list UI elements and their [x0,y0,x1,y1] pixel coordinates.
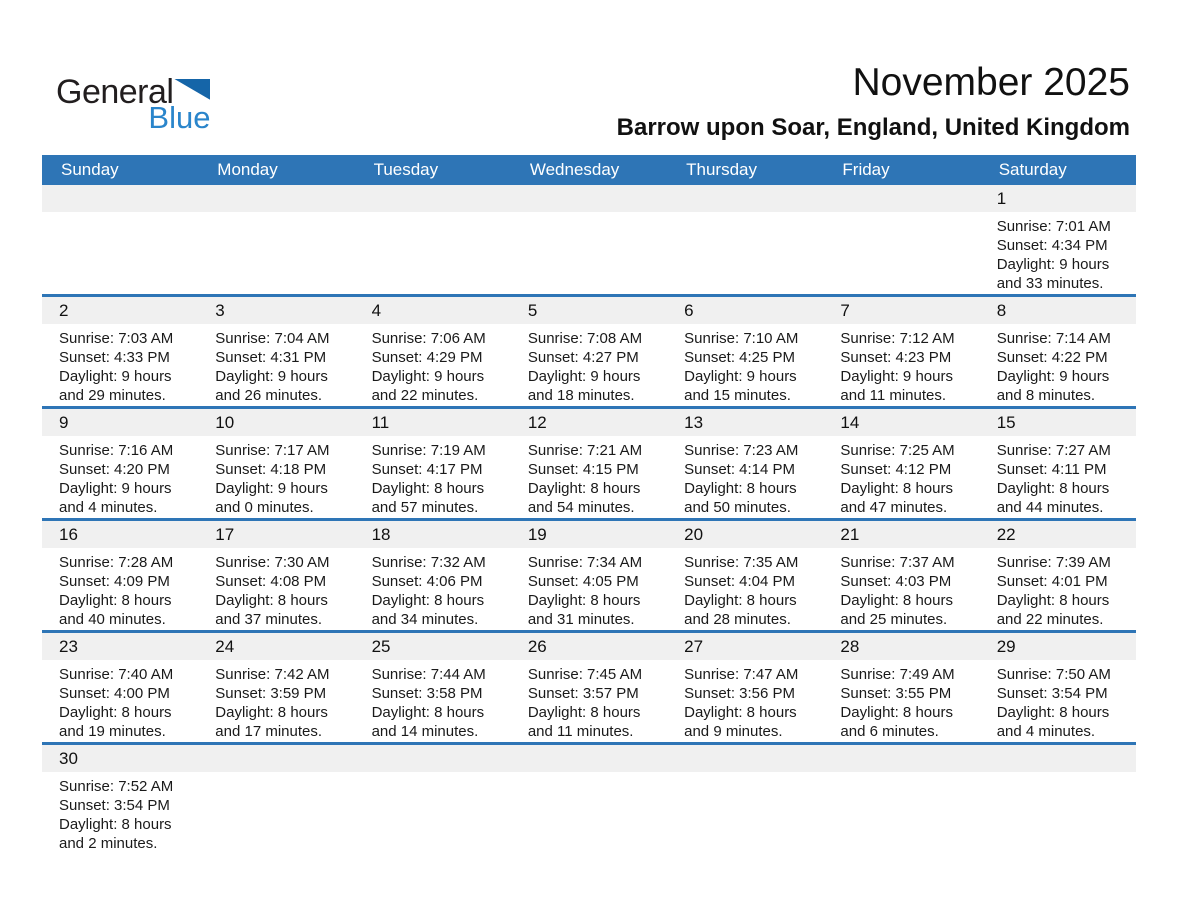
day-number [823,745,979,772]
logo-triangle-icon [174,79,210,100]
day-detail [667,548,823,630]
day-number: 28 [823,633,979,660]
empty-day-detail [511,772,667,854]
day-number [511,185,667,212]
daylight-text-line1: Daylight: 8 hours [684,480,797,497]
sunset-text: Sunset: 4:22 PM [996,349,1108,366]
day-number: 29 [980,633,1136,660]
empty-day-detail [511,212,667,294]
sunset-text: Sunset: 4:00 PM [59,685,170,702]
daylight-text-line2: and 15 minutes. [684,387,791,404]
daylight-text-line2: and 22 minutes. [996,611,1104,628]
daylight-text-line2: and 37 minutes. [215,611,323,628]
day-number: 6 [667,297,823,324]
sunset-text: Sunset: 3:59 PM [215,685,327,702]
day-number: 25 [355,633,511,660]
daylight-text-line2: and 47 minutes. [840,499,948,516]
day-detail [823,436,979,518]
sunrise-text: Sunrise: 7:37 AM [840,554,955,571]
week-row-5 [42,632,1136,744]
daylight-text-line2: and 11 minutes. [527,723,634,740]
daylight-text-line2: and 54 minutes. [527,499,635,516]
sunrise-text: Sunrise: 7:30 AM [215,554,330,571]
day-number [511,745,667,772]
weekday-header-thursday: Thursday [667,155,823,185]
day-cell-25 [355,632,511,744]
daylight-text-line1: Daylight: 8 hours [59,592,172,609]
daylight-text-line1: Daylight: 8 hours [215,704,328,721]
sunset-text: Sunset: 4:11 PM [996,461,1107,478]
sunset-text: Sunset: 4:01 PM [996,573,1108,590]
sunrise-text: Sunrise: 7:49 AM [840,666,955,683]
weekday-header-row [42,155,1136,185]
day-cell-5 [511,296,667,408]
empty-day-cell [980,744,1136,855]
day-detail [42,324,198,406]
day-number: 17 [198,521,354,548]
day-cell-15 [980,408,1136,520]
day-number: 19 [511,521,667,548]
day-number: 22 [980,521,1136,548]
sunset-text: Sunset: 4:23 PM [840,349,952,366]
week-row-2 [42,296,1136,408]
daylight-text-line2: and 31 minutes. [527,611,635,628]
day-number: 21 [823,521,979,548]
day-detail [511,436,667,518]
day-detail [980,212,1136,294]
day-cell-3 [198,296,354,408]
day-number [980,745,1136,772]
day-number [42,185,198,212]
day-detail [198,548,354,630]
sunrise-text: Sunrise: 7:32 AM [371,554,486,571]
logo-text-general: General [56,73,174,111]
day-number: 30 [42,745,198,772]
day-cell-11 [355,408,511,520]
daylight-text-line1: Daylight: 9 hours [996,256,1110,273]
day-cell-18 [355,520,511,632]
daylight-text-line1: Daylight: 8 hours [59,816,172,833]
daylight-text-line2: and 50 minutes. [684,499,791,516]
daylight-text-line1: Daylight: 8 hours [684,704,797,721]
empty-day-cell [198,744,354,855]
weekday-header-saturday: Saturday [980,155,1136,185]
empty-day-detail [667,212,823,294]
weekday-header-monday: Monday [198,155,354,185]
day-number: 24 [198,633,354,660]
sunrise-text: Sunrise: 7:19 AM [371,442,486,459]
day-cell-14 [823,408,979,520]
daylight-text-line2: and 40 minutes. [59,611,166,628]
empty-day-detail [355,212,511,294]
sunrise-text: Sunrise: 7:14 AM [996,330,1111,347]
day-cell-28 [823,632,979,744]
sunset-text: Sunset: 3:54 PM [59,797,170,814]
day-cell-9 [42,408,198,520]
sunrise-text: Sunrise: 7:23 AM [684,442,799,459]
daylight-text-line2: and 22 minutes. [371,387,479,404]
empty-day-cell [355,744,511,855]
sunrise-text: Sunrise: 7:04 AM [215,330,330,347]
daylight-text-line1: Daylight: 9 hours [840,368,953,385]
daylight-text-line1: Daylight: 8 hours [527,704,641,721]
day-number: 16 [42,521,198,548]
day-number: 2 [42,297,198,324]
sunrise-text: Sunrise: 7:44 AM [371,666,486,683]
daylight-text-line1: Daylight: 8 hours [59,704,172,721]
empty-day-cell [667,185,823,296]
day-cell-2 [42,296,198,408]
daylight-text-line1: Daylight: 8 hours [215,592,328,609]
week-row-3 [42,408,1136,520]
weekday-header-friday: Friday [823,155,979,185]
day-cell-16 [42,520,198,632]
daylight-text-line2: and 0 minutes. [215,499,314,516]
day-detail [198,324,354,406]
sunrise-text: Sunrise: 7:40 AM [59,666,174,683]
daylight-text-line2: and 57 minutes. [371,499,479,516]
daylight-text-line1: Daylight: 9 hours [371,368,485,385]
day-number: 8 [980,297,1136,324]
sunrise-text: Sunrise: 7:08 AM [527,330,643,347]
daylight-text-line2: and 33 minutes. [996,275,1104,292]
daylight-text-line1: Daylight: 9 hours [59,480,172,497]
daylight-text-line1: Daylight: 8 hours [371,704,485,721]
daylight-text-line1: Daylight: 9 hours [215,368,328,385]
daylight-text-line1: Daylight: 8 hours [840,704,953,721]
day-number [355,745,511,772]
daylight-text-line2: and 18 minutes. [527,387,635,404]
daylight-text-line2: and 4 minutes. [59,499,158,516]
daylight-text-line2: and 17 minutes. [215,723,323,740]
daylight-text-line1: Daylight: 9 hours [527,368,641,385]
day-cell-29 [980,632,1136,744]
day-detail [42,548,198,630]
daylight-text-line2: and 25 minutes. [840,611,948,628]
day-cell-24 [198,632,354,744]
day-cell-27 [667,632,823,744]
sunset-text: Sunset: 4:14 PM [684,461,796,478]
logo-text-blue: Blue [148,100,211,135]
empty-day-cell [667,744,823,855]
day-detail [355,436,511,518]
sunset-text: Sunset: 4:06 PM [371,573,483,590]
day-number: 23 [42,633,198,660]
empty-day-detail [823,772,979,854]
week-row-4 [42,520,1136,632]
day-cell-10 [198,408,354,520]
sunrise-text: Sunrise: 7:28 AM [59,554,174,571]
day-cell-20 [667,520,823,632]
day-cell-26 [511,632,667,744]
day-number: 14 [823,409,979,436]
day-cell-6 [667,296,823,408]
daylight-text-line1: Daylight: 9 hours [59,368,172,385]
day-detail [198,660,354,742]
daylight-text-line1: Daylight: 8 hours [996,704,1110,721]
sunrise-text: Sunrise: 7:35 AM [684,554,799,571]
sunset-text: Sunset: 4:34 PM [996,237,1108,254]
sunrise-text: Sunrise: 7:50 AM [996,666,1111,683]
sunrise-text: Sunrise: 7:21 AM [527,442,643,459]
sunrise-text: Sunrise: 7:25 AM [840,442,955,459]
sunset-text: Sunset: 4:08 PM [215,573,327,590]
sunrise-text: Sunrise: 7:47 AM [684,666,799,683]
day-detail [980,660,1136,742]
day-detail [980,324,1136,406]
header-titles [617,60,1130,143]
sunset-text: Sunset: 4:20 PM [59,461,170,478]
daylight-text-line1: Daylight: 9 hours [996,368,1110,385]
page-subtitle: Barrow upon Soar, England, United Kingdom [616,114,1130,141]
day-number: 5 [511,297,667,324]
sunset-text: Sunset: 4:12 PM [840,461,952,478]
sunset-text: Sunset: 3:58 PM [371,685,483,702]
daylight-text-line1: Daylight: 9 hours [684,368,797,385]
daylight-text-line2: and 11 minutes. [840,387,947,404]
empty-day-cell [42,185,198,296]
daylight-text-line1: Daylight: 8 hours [527,592,641,609]
sunset-text: Sunset: 4:15 PM [527,461,639,478]
day-cell-7 [823,296,979,408]
day-detail [42,660,198,742]
day-detail [355,548,511,630]
sunset-text: Sunset: 3:56 PM [684,685,796,702]
daylight-text-line1: Daylight: 8 hours [840,592,953,609]
day-cell-13 [667,408,823,520]
day-number: 18 [355,521,511,548]
sunrise-text: Sunrise: 7:17 AM [215,442,330,459]
sunrise-text: Sunrise: 7:16 AM [59,442,174,459]
empty-day-detail [823,212,979,294]
day-detail [511,324,667,406]
empty-day-detail [198,772,354,854]
day-detail [823,548,979,630]
page-title: November 2025 [852,61,1130,104]
day-detail [42,436,198,518]
day-number: 3 [198,297,354,324]
sunset-text: Sunset: 4:04 PM [684,573,796,590]
day-detail [42,772,198,854]
day-number [667,185,823,212]
daylight-text-line1: Daylight: 8 hours [996,480,1110,497]
sunrise-text: Sunrise: 7:52 AM [59,778,174,795]
daylight-text-line2: and 34 minutes. [371,611,479,628]
day-cell-12 [511,408,667,520]
day-cell-8 [980,296,1136,408]
day-number [355,185,511,212]
sunrise-text: Sunrise: 7:03 AM [59,330,174,347]
day-detail [667,436,823,518]
daylight-text-line2: and 26 minutes. [215,387,323,404]
day-cell-22 [980,520,1136,632]
day-cell-17 [198,520,354,632]
day-cell-30 [42,744,198,855]
day-detail [511,548,667,630]
day-number: 13 [667,409,823,436]
day-detail [823,324,979,406]
weekday-header-sunday: Sunday [42,155,198,185]
daylight-text-line2: and 9 minutes. [684,723,783,740]
empty-day-cell [823,744,979,855]
day-detail [198,436,354,518]
daylight-text-line1: Daylight: 8 hours [996,592,1110,609]
day-number [667,745,823,772]
daylight-text-line1: Daylight: 8 hours [527,480,641,497]
sunset-text: Sunset: 4:09 PM [59,573,170,590]
daylight-text-line2: and 2 minutes. [59,835,158,852]
sunrise-text: Sunrise: 7:10 AM [684,330,799,347]
day-number: 9 [42,409,198,436]
empty-day-cell [355,185,511,296]
day-detail [511,660,667,742]
day-detail [980,436,1136,518]
sunset-text: Sunset: 3:55 PM [840,685,952,702]
week-row-1 [42,185,1136,296]
day-detail [667,660,823,742]
sunrise-text: Sunrise: 7:12 AM [840,330,955,347]
day-number [198,185,354,212]
daylight-text-line1: Daylight: 8 hours [684,592,797,609]
sunset-text: Sunset: 4:29 PM [371,349,483,366]
day-detail [823,660,979,742]
empty-day-cell [511,185,667,296]
sunset-text: Sunset: 4:05 PM [527,573,639,590]
daylight-text-line2: and 6 minutes. [840,723,939,740]
day-detail [667,324,823,406]
daylight-text-line1: Daylight: 8 hours [371,592,485,609]
day-number: 7 [823,297,979,324]
daylight-text-line2: and 28 minutes. [684,611,791,628]
empty-day-detail [198,212,354,294]
day-number: 1 [980,185,1136,212]
sunset-text: Sunset: 4:31 PM [215,349,327,366]
day-number: 4 [355,297,511,324]
sunset-text: Sunset: 3:54 PM [996,685,1108,702]
empty-day-cell [198,185,354,296]
empty-day-cell [511,744,667,855]
empty-day-detail [355,772,511,854]
day-cell-4 [355,296,511,408]
empty-day-detail [667,772,823,854]
sunrise-text: Sunrise: 7:01 AM [996,218,1111,235]
day-cell-19 [511,520,667,632]
day-detail [355,660,511,742]
general-blue-logo [56,73,211,135]
empty-day-detail [42,212,198,294]
sunrise-text: Sunrise: 7:27 AM [996,442,1111,459]
sunset-text: Sunset: 4:25 PM [684,349,796,366]
sunrise-text: Sunrise: 7:39 AM [996,554,1111,571]
day-cell-23 [42,632,198,744]
day-number: 11 [355,409,511,436]
day-detail [980,548,1136,630]
daylight-text-line2: and 19 minutes. [59,723,166,740]
daylight-text-line1: Daylight: 8 hours [840,480,953,497]
empty-day-cell [823,185,979,296]
daylight-text-line2: and 29 minutes. [59,387,166,404]
empty-day-detail [980,772,1136,854]
day-number [198,745,354,772]
sunrise-text: Sunrise: 7:34 AM [527,554,643,571]
sunrise-text: Sunrise: 7:42 AM [215,666,330,683]
sunset-text: Sunset: 3:57 PM [527,685,639,702]
day-number: 26 [511,633,667,660]
day-number: 27 [667,633,823,660]
sunrise-text: Sunrise: 7:06 AM [371,330,486,347]
day-cell-1 [980,185,1136,296]
sunset-text: Sunset: 4:27 PM [527,349,639,366]
week-row-6 [42,744,1136,855]
sunset-text: Sunset: 4:17 PM [371,461,483,478]
daylight-text-line2: and 44 minutes. [996,499,1104,516]
day-number: 15 [980,409,1136,436]
daylight-text-line2: and 14 minutes. [371,723,479,740]
sunset-text: Sunset: 4:18 PM [215,461,327,478]
weekday-header-wednesday: Wednesday [511,155,667,185]
day-number: 20 [667,521,823,548]
day-detail [355,324,511,406]
daylight-text-line2: and 4 minutes. [996,723,1096,740]
daylight-text-line2: and 8 minutes. [996,387,1096,404]
sunset-text: Sunset: 4:33 PM [59,349,170,366]
sunset-text: Sunset: 4:03 PM [840,573,952,590]
sunrise-text: Sunrise: 7:45 AM [527,666,643,683]
calendar-table [42,155,1136,854]
weekday-header-tuesday: Tuesday [355,155,511,185]
day-number: 12 [511,409,667,436]
daylight-text-line1: Daylight: 9 hours [215,480,328,497]
day-cell-21 [823,520,979,632]
day-number [823,185,979,212]
daylight-text-line1: Daylight: 8 hours [371,480,485,497]
day-number: 10 [198,409,354,436]
